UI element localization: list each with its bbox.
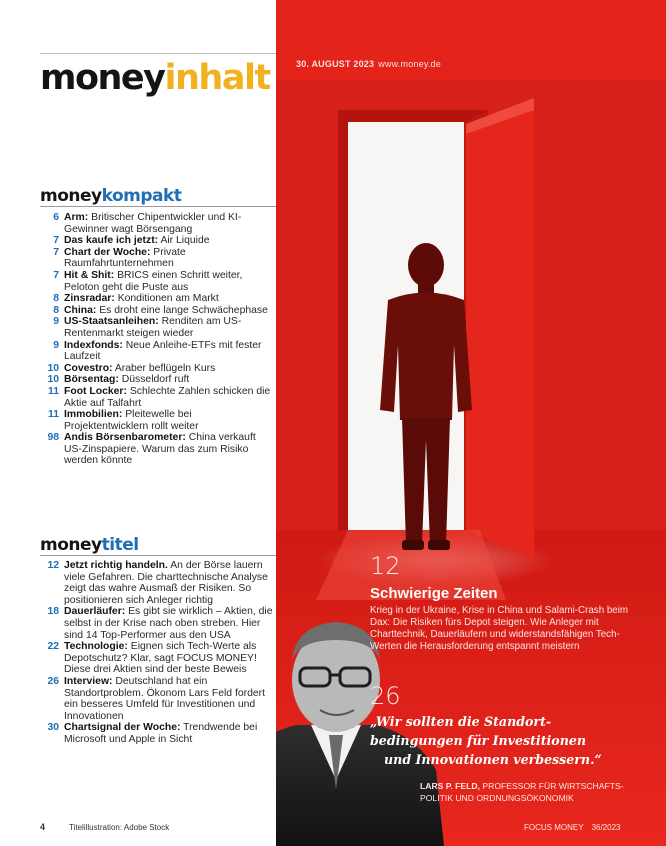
masthead-part1: money [40, 58, 165, 98]
toc-kompakt [40, 212, 276, 467]
toc-titel [40, 560, 276, 746]
story-title: Schwierige Zeiten [370, 585, 498, 602]
toc-description: Air Liquide [158, 235, 210, 247]
toc-keyword: Börsentag: [64, 374, 119, 386]
toc-item[interactable] [40, 247, 276, 270]
toc-entry-text [64, 560, 276, 606]
toc-entry-text [64, 606, 276, 641]
toc-item[interactable] [40, 432, 276, 467]
toc-item[interactable] [40, 293, 276, 305]
toc-item[interactable] [40, 722, 276, 745]
toc-page-number: 11 [48, 409, 59, 421]
toc-page-number: 10 [47, 362, 59, 374]
toc-item[interactable] [40, 316, 276, 339]
issue-date [296, 59, 441, 69]
toc-page-number: 98 [47, 432, 59, 444]
toc-description: Neue Anleihe-ETFs mit fester Laufzeit [64, 339, 262, 363]
toc-keyword: Chartsignal der Woche: [64, 722, 181, 734]
toc-entry-text [64, 363, 276, 375]
masthead-logo [40, 58, 270, 98]
toc-item[interactable] [40, 340, 276, 363]
toc-description: Es gibt sie wirklich – Aktien, die selbst in der Krise nach oben streben. Hier sind 14 Top-Performer aus den USA [64, 606, 273, 641]
section-head-part1: money [40, 186, 102, 206]
toc-description: Private Raumfahrtunternehmen [64, 246, 186, 270]
website-link[interactable]: www.money.de [378, 59, 441, 69]
toc-entry-text [64, 386, 276, 409]
illustration-credit: Titelillustration: Adobe Stock [69, 823, 170, 832]
masthead-part2: inhalt [164, 58, 270, 98]
toc-entry-text [64, 316, 276, 339]
toc-item[interactable] [40, 560, 276, 606]
story-page-number: 12 [370, 552, 401, 580]
toc-page-number: 8 [53, 304, 59, 316]
door-leaf [466, 98, 534, 560]
section-rule [40, 555, 276, 556]
toc-page-number: 26 [47, 675, 59, 687]
toc-entry-text [64, 722, 276, 745]
toc-item[interactable] [40, 235, 276, 247]
footer-left [40, 822, 169, 832]
toc-entry-text [64, 305, 276, 317]
section-head-titel [40, 535, 139, 555]
quote-line: und Innovationen verbessern.“ [384, 752, 602, 767]
toc-description: BRICS einen Schritt weiter, Peloton geht die Puste aus [64, 269, 243, 293]
toc-keyword: Foot Locker: [64, 385, 127, 397]
toc-page-number: 8 [53, 293, 59, 305]
byline-role: PROFESSOR FÜR WIRTSCHAFTS-POLITIK UND ORDNUNGSÖKONOMIK [420, 781, 624, 803]
toc-item[interactable] [40, 676, 276, 722]
footer-right [524, 823, 620, 832]
toc-description: Araber beflügeln Kurs [112, 362, 216, 374]
toc-item[interactable] [40, 374, 276, 386]
quote-line: „Wir sollten die Standort- [370, 714, 552, 729]
toc-keyword: Arm: [64, 212, 89, 223]
toc-entry-text [64, 247, 276, 270]
toc-description: Britischer Chipentwickler und KI-Gewinner wagt Börsengang [64, 212, 242, 235]
section-head-part2: titel [101, 535, 139, 555]
toc-entry-text [64, 293, 276, 305]
toc-item[interactable] [40, 641, 276, 676]
toc-entry-text [64, 409, 276, 432]
byline-name: LARS P. FELD, [420, 781, 481, 791]
toc-entry-text [64, 641, 276, 676]
interview-quote [370, 712, 640, 769]
toc-page-number: 7 [53, 235, 59, 247]
toc-entry-text [64, 235, 276, 247]
toc-keyword: Covestro: [64, 362, 113, 374]
top-rule [40, 53, 276, 54]
toc-page-number: 18 [47, 606, 59, 618]
section-head-part1: money [40, 535, 102, 555]
toc-entry-text [64, 340, 276, 363]
toc-keyword: US-Staatsanleihen: [64, 316, 159, 328]
toc-description: Trendwende bei Microsoft und Apple in Sicht [64, 722, 258, 745]
toc-description: Renditen am US-Rentenmarkt steigen wieder [64, 316, 242, 339]
toc-page-number: 9 [53, 316, 59, 328]
toc-description: Es droht eine lange Schwächephase [96, 304, 268, 316]
toc-item[interactable] [40, 409, 276, 432]
toc-keyword: Hit & Shit: [64, 269, 115, 281]
toc-description: Eignen sich Tech-Werte als Depotschutz? Klar, sagt FOCUS MONEY! Diese drei Aktien sind der beste Beweis [64, 641, 257, 676]
toc-page-number: 7 [53, 269, 59, 281]
toc-page-number: 9 [53, 339, 59, 351]
section-rule [40, 206, 276, 207]
toc-page-number: 7 [53, 246, 59, 258]
quote-byline [420, 780, 640, 804]
toc-description: Deutschland hat ein Standortproblem. Ökonom Lars Feld fordert ein besseres Umfeld für Investitionen und Innovationen [64, 675, 265, 722]
toc-description: Pleitewelle bei Projektentwicklern rollt weiter [64, 409, 199, 432]
toc-description: China verkauft US-Zinspapiere. Warum das zum Risiko werden könnte [64, 432, 256, 467]
section-head-part2: kompakt [101, 186, 182, 206]
toc-entry-text [64, 676, 276, 722]
toc-keyword: Andis Börsenbarometer: [64, 432, 186, 444]
quote-line: bedingungen für Investitionen [370, 733, 587, 748]
toc-item[interactable] [40, 270, 276, 293]
toc-entry-text [64, 270, 276, 293]
toc-item[interactable] [40, 386, 276, 409]
toc-entry-text [64, 374, 276, 386]
toc-keyword: Interview: [64, 675, 113, 687]
toc-item[interactable] [40, 363, 276, 375]
toc-keyword: China: [64, 304, 97, 316]
interview-page-number: 26 [370, 682, 401, 710]
toc-description: An der Börse lauern viele Gefahren. Die charttechnische Analyse zeigt das wahre Ausmaß der Risiken. So positionieren sich Anleger richtig [64, 560, 268, 606]
toc-entry-text [64, 212, 276, 235]
toc-description: Schlechte Zahlen schicken die Aktie auf Talfahrt [64, 385, 271, 409]
toc-page-number: 6 [53, 212, 59, 223]
toc-keyword: Zinsradar: [64, 293, 115, 305]
story-lead: Krieg in der Ukraine, Krise in China und Salami-Crash beim Dax: Die Risiken fürs Depot steigen. Wie Anleger mit Charttechnik, Dauerläufern und widerstandsfähigen Tech-Werten die Herausforderung entspannt meistern [370, 605, 629, 652]
toc-entry-text [64, 432, 276, 467]
magazine-name: FOCUS MONEY [524, 823, 584, 832]
toc-page-number: 11 [48, 385, 59, 397]
toc-keyword: Chart der Woche: [64, 246, 151, 258]
toc-keyword: Das kaufe ich jetzt: [64, 235, 159, 247]
toc-item[interactable] [40, 305, 276, 317]
toc-description: Düsseldorf ruft [118, 374, 190, 386]
toc-description: Konditionen am Markt [114, 293, 219, 305]
toc-item[interactable] [40, 212, 276, 235]
toc-page-number: 22 [47, 641, 59, 653]
section-head-kompakt [40, 186, 181, 206]
toc-keyword: Dauerläufer: [64, 606, 126, 618]
toc-page-number: 12 [47, 560, 59, 571]
toc-item[interactable] [40, 606, 276, 641]
page-number: 4 [40, 822, 46, 832]
toc-page-number: 30 [47, 722, 59, 734]
toc-page-number: 10 [47, 374, 59, 386]
toc-keyword: Jetzt richtig handeln. [64, 560, 168, 571]
toc-keyword: Indexfonds: [64, 339, 123, 351]
issue-date-text: 30. AUGUST 2023 [296, 59, 375, 69]
issue-number: 36/2023 [591, 823, 621, 832]
toc-keyword: Immobilien: [64, 409, 123, 421]
toc-keyword: Technologie: [64, 641, 128, 653]
